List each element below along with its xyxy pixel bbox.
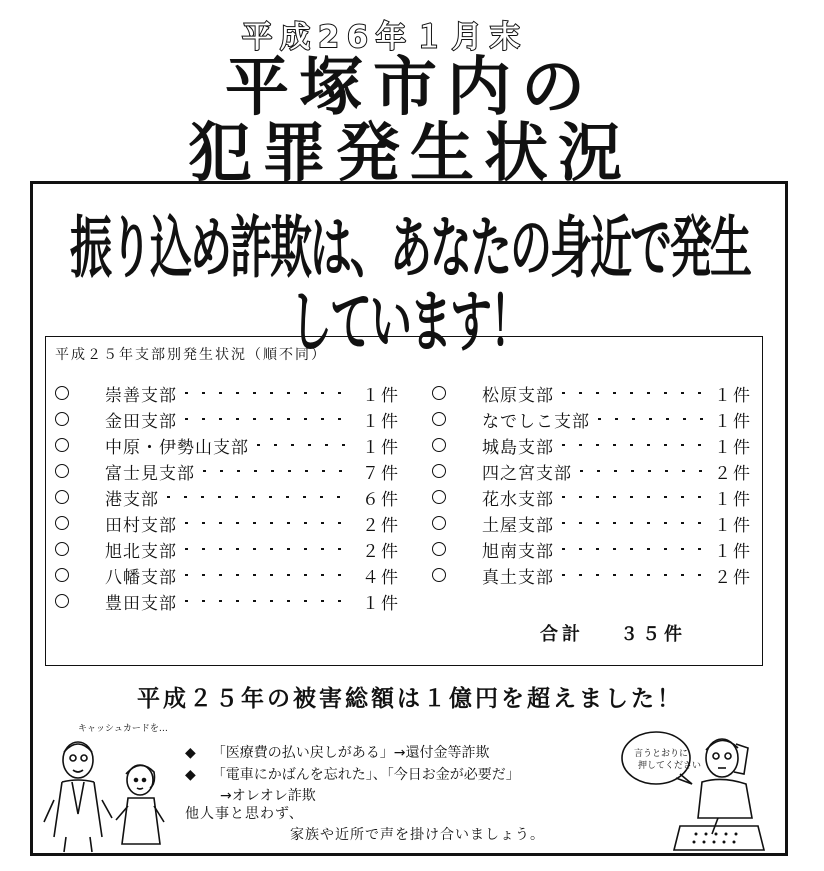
people-talking-illustration xyxy=(40,722,180,854)
circle-bullet-icon xyxy=(55,490,69,504)
branch-name: 田村支部 xyxy=(105,515,177,536)
circle-bullet-icon xyxy=(55,542,69,556)
branch-row xyxy=(432,536,752,562)
branch-row xyxy=(432,406,752,432)
dot-leader xyxy=(203,470,354,472)
circle-bullet-icon xyxy=(432,542,446,556)
circle-bullet-icon xyxy=(55,568,69,582)
dot-leader xyxy=(185,600,354,602)
bullet-text: 「電車にかばんを忘れた」、「今日お金が必要だ」 xyxy=(211,767,520,783)
warning-banner: 振り込め詐欺は、あなたの身近で発生しています！ xyxy=(69,208,750,361)
branch-name: 真土支部 xyxy=(482,567,554,588)
branch-row xyxy=(55,588,400,614)
branch-list-left xyxy=(55,380,400,614)
dot-leader xyxy=(562,522,706,524)
branch-count: ２件 xyxy=(362,515,400,536)
branch-row xyxy=(432,432,752,458)
branch-row xyxy=(55,458,400,484)
branch-count: １件 xyxy=(714,385,752,406)
branch-count: １件 xyxy=(362,411,400,432)
branch-row xyxy=(432,380,752,406)
circle-bullet-icon xyxy=(55,516,69,530)
branch-count: １件 xyxy=(714,515,752,536)
dot-leader xyxy=(185,392,354,394)
total-value: ３５件 xyxy=(620,624,686,645)
branch-name: 旭南支部 xyxy=(482,541,554,562)
dot-leader xyxy=(562,444,706,446)
title-line-1: 平塚市内の xyxy=(225,51,595,125)
branch-row xyxy=(432,562,752,588)
branch-count: １件 xyxy=(714,541,752,562)
bullet-text: 「医療費の払い戻しがある」→還付金等詐欺 xyxy=(211,745,490,761)
dot-leader xyxy=(185,574,354,576)
circle-bullet-icon xyxy=(55,464,69,478)
dot-leader xyxy=(562,548,706,550)
bullet-subtext: →オレオレ詐欺 xyxy=(220,788,316,804)
branch-name: 旭北支部 xyxy=(105,541,177,562)
circle-bullet-icon xyxy=(432,464,446,478)
dot-leader xyxy=(562,392,706,394)
branch-row xyxy=(432,484,752,510)
branch-row xyxy=(55,432,400,458)
document-date: 平成26年１月末 xyxy=(242,20,528,55)
branch-name: 八幡支部 xyxy=(105,567,177,588)
dot-leader xyxy=(185,418,354,420)
branch-name: 花水支部 xyxy=(482,489,554,510)
branch-count: ２件 xyxy=(714,567,752,588)
dot-leader xyxy=(562,574,706,576)
branch-name: 富士見支部 xyxy=(105,463,195,484)
total-label: 合計 xyxy=(540,624,584,645)
circle-bullet-icon xyxy=(55,438,69,452)
branch-name: 港支部 xyxy=(105,489,159,510)
circle-bullet-icon xyxy=(432,490,446,504)
dot-leader xyxy=(185,548,354,550)
title-line-2: 犯罪発生状況 xyxy=(188,117,632,191)
branch-count: １件 xyxy=(714,411,752,432)
branch-count: ６件 xyxy=(362,489,400,510)
illustration-caption: キャッシュカードを… xyxy=(78,724,168,734)
branch-count: １件 xyxy=(714,489,752,510)
bullet-item xyxy=(185,764,520,784)
circle-bullet-icon xyxy=(432,568,446,582)
branch-row xyxy=(55,510,400,536)
bullet-item xyxy=(185,742,490,762)
dot-leader xyxy=(562,496,706,498)
branch-list-right xyxy=(432,380,752,588)
branch-name: 城島支部 xyxy=(482,437,554,458)
branch-row xyxy=(55,484,400,510)
circle-bullet-icon xyxy=(55,386,69,400)
circle-bullet-icon xyxy=(432,516,446,530)
branch-row xyxy=(432,458,752,484)
circle-bullet-icon xyxy=(432,412,446,426)
damage-headline: 平成２５年の被害総額は１億円を超えました！ xyxy=(137,686,683,712)
closing-line-2: 家族や近所で声を掛け合いましょう。 xyxy=(290,827,545,843)
circle-bullet-icon xyxy=(432,438,446,452)
branch-name: 金田支部 xyxy=(105,411,177,432)
bubble-text-line-1: 言うとおりに xyxy=(634,749,689,759)
branch-name: なでしこ支部 xyxy=(482,411,590,432)
branch-count: ４件 xyxy=(362,567,400,588)
dot-leader xyxy=(598,418,706,420)
branch-name: 土屋支部 xyxy=(482,515,554,536)
branch-name: 中原・伊勢山支部 xyxy=(105,437,249,458)
branch-count: １件 xyxy=(362,437,400,458)
total-count xyxy=(540,620,686,646)
branch-count: ２件 xyxy=(714,463,752,484)
branch-row xyxy=(55,562,400,588)
circle-bullet-icon xyxy=(55,412,69,426)
branch-name: 松原支部 xyxy=(482,385,554,406)
branch-count: １件 xyxy=(362,385,400,406)
branch-name: 豊田支部 xyxy=(105,593,177,614)
dot-leader xyxy=(580,470,706,472)
dot-leader xyxy=(167,496,354,498)
branch-count: ２件 xyxy=(362,541,400,562)
dot-leader xyxy=(185,522,354,524)
bubble-text-line-2: 押してください xyxy=(638,761,702,771)
branch-count: １件 xyxy=(362,593,400,614)
branch-row xyxy=(55,380,400,406)
diamond-bullet-icon: ◆ xyxy=(185,745,196,761)
phone-scam-illustration xyxy=(618,722,768,854)
diamond-bullet-icon: ◆ xyxy=(185,767,196,783)
branch-name: 四之宮支部 xyxy=(482,463,572,484)
dot-leader xyxy=(257,444,354,446)
closing-line-1: 他人事と思わず、 xyxy=(185,806,304,822)
branch-stats-heading: 平成２５年支部別発生状況（順不同） xyxy=(55,347,327,363)
branch-count: １件 xyxy=(714,437,752,458)
circle-bullet-icon xyxy=(55,594,69,608)
branch-name: 崇善支部 xyxy=(105,385,177,406)
branch-row xyxy=(55,536,400,562)
branch-row xyxy=(55,406,400,432)
circle-bullet-icon xyxy=(432,386,446,400)
branch-count: ７件 xyxy=(362,463,400,484)
branch-row xyxy=(432,510,752,536)
